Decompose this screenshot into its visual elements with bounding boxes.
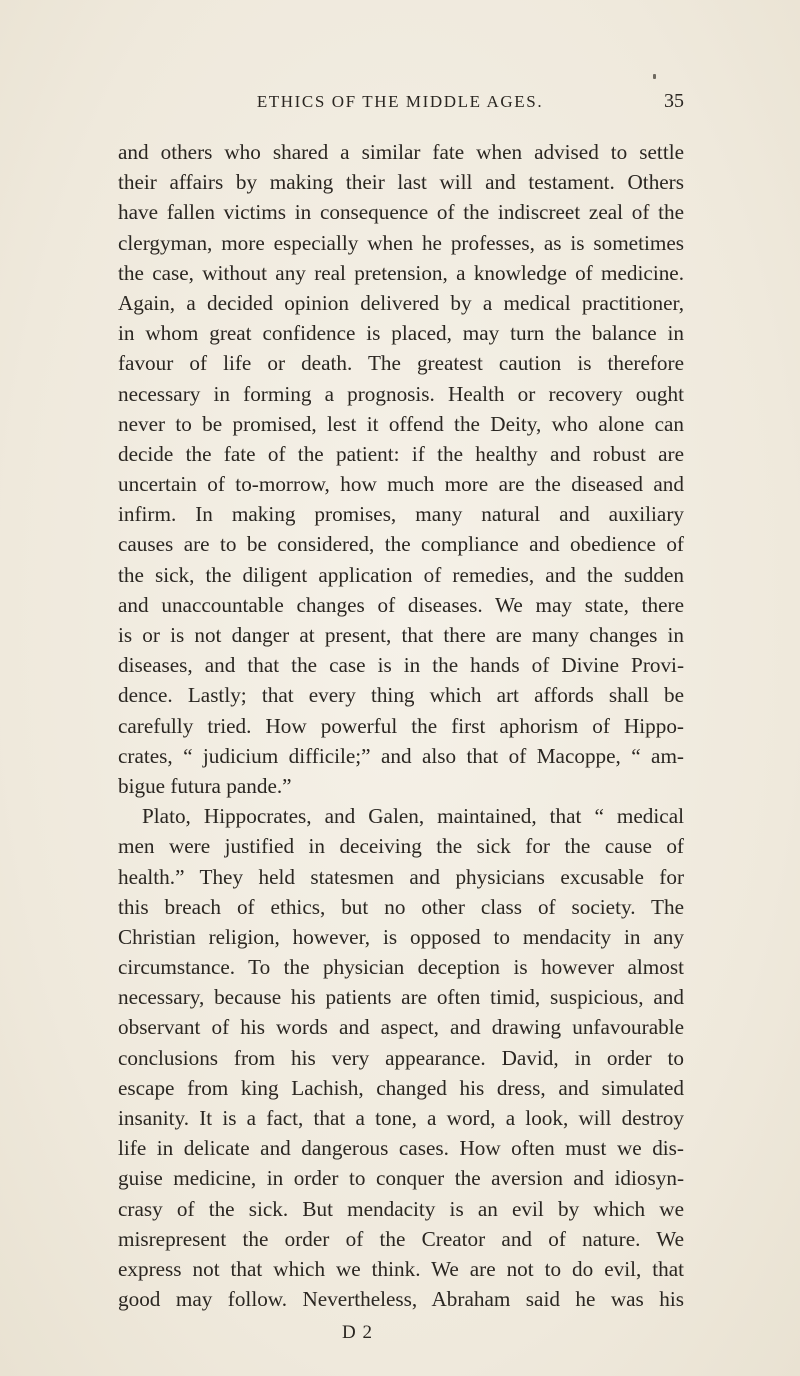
text-line: conclusions from his very appearance. David, in order to <box>118 1045 684 1070</box>
text-line: carefully tried. How powerful the first aphorism of Hippo- <box>118 713 684 738</box>
page-number: 35 <box>664 90 684 112</box>
text-line: observant of his words and aspect, and drawing unfavourable <box>118 1015 684 1040</box>
text-line: uncertain of to-morrow, how much more are the diseased and <box>118 472 684 497</box>
text-line: and others who shared a similar fate when advised to settle <box>118 140 684 164</box>
text-line: in whom great confidence is placed, may turn the balance in <box>118 321 684 346</box>
text-line: causes are to be considered, the compliance and obedience of <box>118 532 684 557</box>
text-line: insanity. It is a fact, that a tone, a word, a look, will destroy <box>118 1106 684 1130</box>
text-line: misrepresent the order of the Creator and of nature. We <box>118 1226 684 1251</box>
text-line: the case, without any real pretension, a knowledge of medicine. <box>118 260 684 285</box>
text-line: infirm. In making promises, many natural and auxiliary <box>118 502 684 527</box>
text-line: Again, a decided opinion delivered by a medical practitioner, <box>118 290 684 315</box>
text-line: diseases, and that the case is in the hands of Divine Provi- <box>118 653 684 678</box>
text-line: crates, “ judicium difficile;” and also that of Macoppe, “ am- <box>118 743 684 768</box>
paragraph-start-line: Plato, Hippocrates, and Galen, maintained, that “ medical <box>142 804 684 829</box>
text-line: express not that which we think. We are not to do evil, that <box>118 1256 684 1281</box>
running-head: ETHICS OF THE MIDDLE AGES. <box>256 92 544 111</box>
text-line: is or is not danger at present, that there are many changes in <box>118 623 684 647</box>
body-text <box>118 137 684 1314</box>
text-line: their affairs by making their last will and testament. Others <box>118 170 684 195</box>
text-line: men were justified in deceiving the sick for the cause of <box>118 834 684 859</box>
text-line: favour of life or death. The greatest caution is therefore <box>118 351 684 376</box>
text-line: and unaccountable changes of diseases. We may state, there <box>118 592 684 617</box>
text-line: have fallen victims in consequence of the indiscreet zeal of the <box>118 200 684 225</box>
text-line: life in delicate and dangerous cases. How often must we dis- <box>118 1136 684 1161</box>
text-line: escape from king Lachish, changed his dress, and simulated <box>118 1075 684 1100</box>
text-line: necessary, because his patients are often timid, suspicious, and <box>118 985 684 1010</box>
text-line: the sick, the diligent application of remedies, and the sudden <box>118 562 684 587</box>
signature-mark: D 2 <box>342 1322 373 1343</box>
text-line: health.” They held statesmen and physicians excusable for <box>118 864 684 889</box>
text-line: necessary in forming a prognosis. Health or recovery ought <box>118 381 684 406</box>
text-line: decide the fate of the patient: if the healthy and robust are <box>118 441 684 466</box>
text-line: never to be promised, lest it offend the Deity, who alone can <box>118 411 684 436</box>
text-line: crasy of the sick. But mendacity is an evil by which we <box>118 1196 684 1221</box>
ink-speck <box>653 74 656 79</box>
paragraph-end-line: bigue futura pande.” <box>118 773 292 798</box>
text-line: clergyman, more especially when he professes, as is sometimes <box>118 230 684 255</box>
text-line: this breach of ethics, but no other class of society. The <box>118 894 684 919</box>
text-line: Christian religion, however, is opposed to mendacity in any <box>118 924 684 949</box>
text-line: good may follow. Nevertheless, Abraham said he was his <box>118 1287 684 1312</box>
text-line: dence. Lastly; that every thing which art affords shall be <box>118 683 684 708</box>
text-line: circumstance. To the physician deception is however almost <box>118 955 684 980</box>
text-line: guise medicine, in order to conquer the aversion and idiosyn- <box>118 1166 684 1191</box>
